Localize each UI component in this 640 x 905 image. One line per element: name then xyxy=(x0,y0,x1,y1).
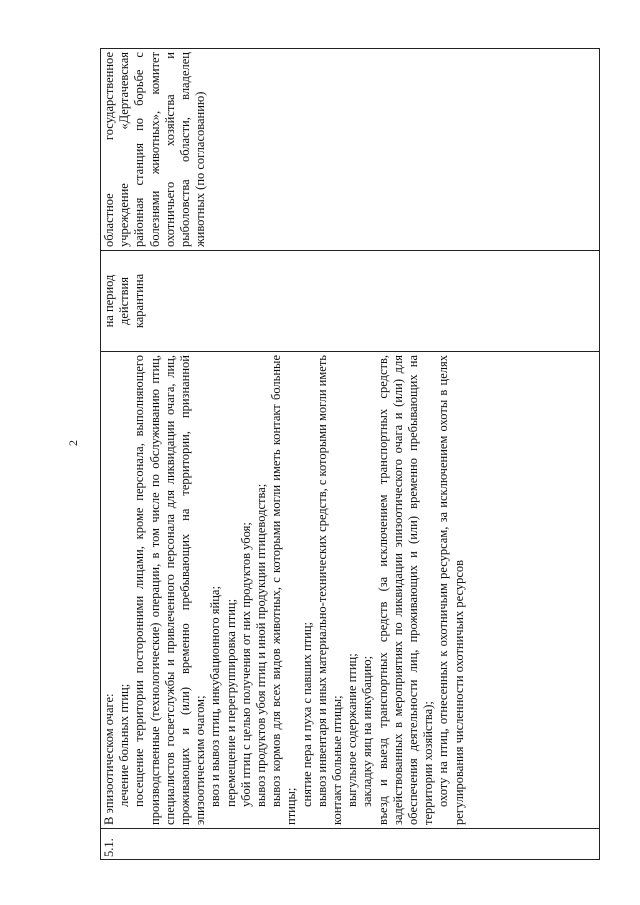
list-item: въезд и выезд транспортных средств (за исключением транспортных средств, задействованных в мероприятиях по ликвидации эпизоотического очага и (или) для обеспечения деятельности лиц, проживающих и (или) временно пребывающих на территории хозяйства); xyxy=(375,355,436,825)
row-heading: В эпизоотическом очаге: xyxy=(102,693,116,825)
row-number: 5.1. xyxy=(101,829,600,860)
measures-cell xyxy=(101,352,600,829)
measures-table xyxy=(100,48,600,860)
list-item: снятие пера и пуха с павших птиц; xyxy=(299,622,314,807)
list-item: вывоз продуктов убоя птиц и иной продукции птицеводства; xyxy=(254,483,269,807)
list-item: лечение больных птиц; xyxy=(117,683,132,807)
executors-cell: областное государственное учреждение «Дертачевская районная станция по борьбе с болезнями животных», комитет охотничьего хозяйства и рыболовства области, владелец животных (по согласованию) xyxy=(101,49,600,251)
list-item: перемещение и перегруппировка птиц; xyxy=(223,598,238,807)
table-row xyxy=(101,49,600,860)
list-item: посещение территории посторонними лицами, кроме персонала, выполняющего производственные (технологические) операции, в том числе по обслуживанию птиц, специалистов госветслужбы и привлеченного персонала для ликвидации очага, лиц, проживающих и (или) временно пребывающих на территории, признанной эпизоотическим очагом; xyxy=(132,355,208,825)
list-item: вывоз инвентаря и иных материально-технических средств, с которыми могли иметь контакт больные птицы; xyxy=(314,355,345,825)
list-item: вывоз кормов для всех видов животных, с которыми могли иметь контакт больные птицы; xyxy=(269,355,299,825)
list-item: охоту на птиц, отнесенных к охотничьим ресурсам, за исключением охоты в целях регулирования численности охотничьих ресурсов xyxy=(436,355,466,825)
list-item: выгульное содержание птиц; xyxy=(345,653,360,807)
term-cell: на период действия карантина xyxy=(101,251,600,352)
page-number: 2 xyxy=(66,440,80,446)
list-item: ввоз и вывоз птиц, инкубационного яйца; xyxy=(208,586,223,807)
rotated-page-content xyxy=(100,48,600,860)
list-item: закладку яиц на инкубацию; xyxy=(360,655,375,807)
list-item: убой птиц с целью получения от них продуктов убоя; xyxy=(238,522,253,807)
